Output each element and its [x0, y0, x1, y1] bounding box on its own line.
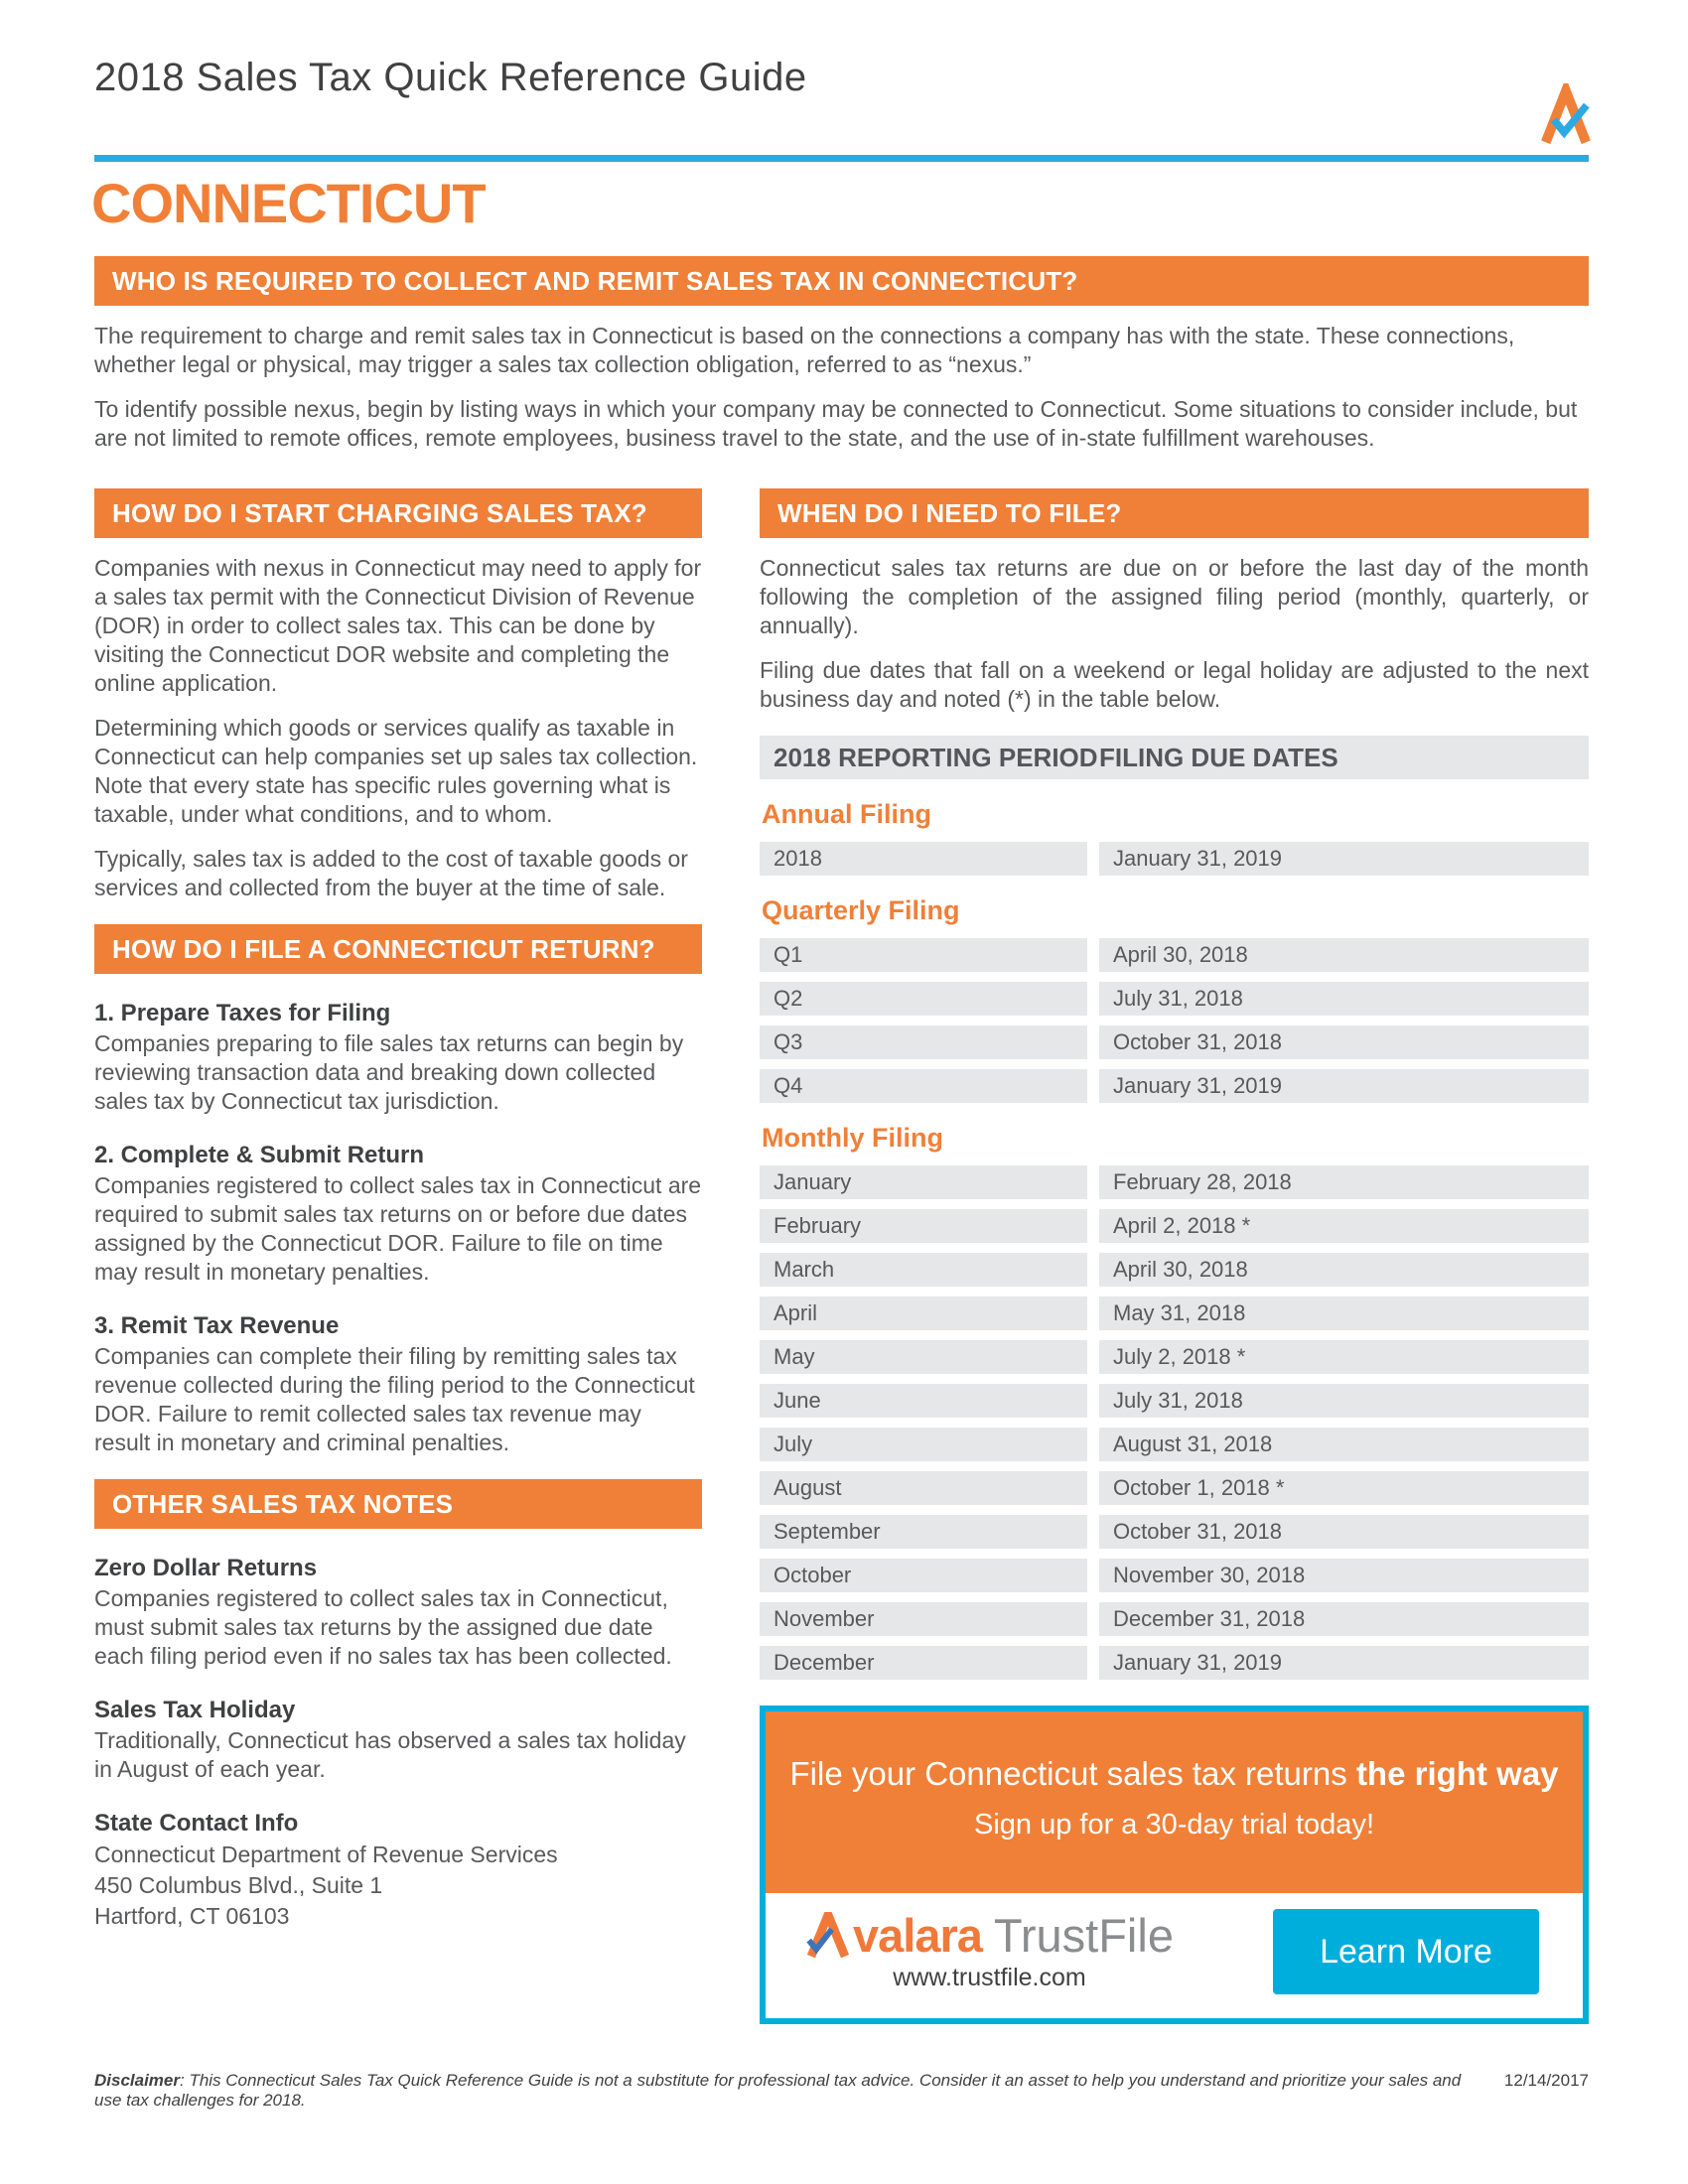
promo-headline-normal: File your Connecticut sales tax returns [789, 1755, 1356, 1792]
promo-headline-bold: the right way [1355, 1755, 1559, 1792]
filing-due-dates-header: FILING DUE DATES [1099, 743, 1338, 772]
quarterly-filing-label: Quarterly Filing [762, 895, 960, 925]
promo-subline: Sign up for a 30-day trial today! [973, 1809, 1374, 1841]
note-title: Sales Tax Holiday [94, 1697, 296, 1723]
due-date-cell: April 30, 2018 [1099, 1253, 1589, 1287]
table-row [760, 1025, 1589, 1059]
note-body: Traditionally, Connecticut has observed a sales tax holiday in August of each year. [94, 1727, 686, 1782]
who-collects-banner: WHO IS REQUIRED TO COLLECT AND REMIT SALES TAX IN CONNECTICUT? [94, 256, 1589, 306]
contact-title: State Contact Info [94, 1810, 299, 1837]
due-date-cell: January 31, 2019 [1099, 842, 1589, 876]
step-body: Companies registered to collect sales tax in Connecticut are required to submit sales tax returns on or before due dates assigned by the Connecticut DOR. Failure to file on time may result in monetary penalties. [94, 1172, 702, 1285]
table-row [760, 1602, 1589, 1636]
charging-paragraph: Typically, sales tax is added to the cost of taxable goods or services and collected from the buyer at the time of sale. [94, 846, 688, 900]
table-header-row [760, 736, 1589, 779]
period-cell: March [760, 1253, 1087, 1287]
due-date-cell: October 31, 2018 [1099, 1515, 1589, 1549]
period-cell: October [760, 1559, 1087, 1592]
period-cell: July [760, 1428, 1087, 1461]
header-divider [94, 155, 1589, 162]
step-title: 3. Remit Tax Revenue [94, 1312, 340, 1339]
brand-avalara-text: valara [853, 1908, 982, 1962]
avalara-a-icon [805, 1912, 851, 1958]
promo-orange-panel [766, 1711, 1583, 1893]
disclaimer-label: Disclaimer [94, 2071, 180, 2090]
period-cell: September [760, 1515, 1087, 1549]
document-title: 2018 Sales Tax Quick Reference Guide [94, 56, 807, 99]
when-paragraph: Connecticut sales tax returns are due on or before the last day of the month following the completion of the assigned filing period (monthly, quarterly, or annually). [760, 555, 1589, 638]
when-paragraph: Filing due dates that fall on a weekend or legal holiday are adjusted to the next business day and noted (*) in the table below. [760, 657, 1589, 712]
due-date-cell: July 2, 2018 * [1099, 1340, 1589, 1374]
left-column [94, 488, 702, 1932]
period-cell: February [760, 1209, 1087, 1243]
due-date-cell: October 31, 2018 [1099, 1025, 1589, 1059]
table-row [760, 1209, 1589, 1243]
due-date-cell: February 28, 2018 [1099, 1165, 1589, 1199]
footer [94, 2071, 1589, 2111]
due-date-cell: April 30, 2018 [1099, 938, 1589, 972]
brand-lockup [805, 1908, 1174, 1962]
due-date-cell: November 30, 2018 [1099, 1559, 1589, 1592]
step-title: 1. Prepare Taxes for Filing [94, 1000, 391, 1026]
trustfile-url: www.trustfile.com [893, 1963, 1086, 1991]
reporting-period-header: 2018 REPORTING PERIOD [774, 743, 1098, 772]
due-date-cell: July 31, 2018 [1099, 982, 1589, 1016]
period-cell: Q1 [760, 938, 1087, 972]
intro-section [94, 256, 1589, 453]
due-date-cell: July 31, 2018 [1099, 1384, 1589, 1418]
step-body: Companies preparing to file sales tax returns can begin by reviewing transaction data and breaking down collected sales tax by Connecticut tax jurisdiction. [94, 1030, 684, 1114]
table-row [760, 1297, 1589, 1330]
table-row [760, 1253, 1589, 1287]
note-title: Zero Dollar Returns [94, 1555, 318, 1581]
brand-trustfile-text: TrustFile [993, 1908, 1174, 1962]
period-cell: Q3 [760, 1025, 1087, 1059]
contact-line: Hartford, CT 06103 [94, 1903, 290, 1929]
disclaimer-body: : This Connecticut Sales Tax Quick Reference Guide is not a substitute for professional tax advice. Consider it an asset to help you understand and prioritize your sales and use tax challenges for 2018. [94, 2071, 1462, 2110]
period-cell: Q4 [760, 1069, 1087, 1103]
table-row [760, 1559, 1589, 1592]
period-cell: April [760, 1297, 1087, 1330]
table-row [760, 1069, 1589, 1103]
annual-filing-label: Annual Filing [762, 799, 931, 829]
table-row [760, 938, 1589, 972]
table-row [760, 1384, 1589, 1418]
period-cell: December [760, 1646, 1087, 1680]
when-to-file-banner: WHEN DO I NEED TO FILE? [760, 488, 1589, 538]
charging-paragraph: Companies with nexus in Connecticut may need to apply for a sales tax permit with the Connecticut Division of Revenue (DOR) in order to collect sales tax. This can be done by visiting the Connecticut DOR website and completing the online application. [94, 555, 702, 696]
due-date-cell: August 31, 2018 [1099, 1428, 1589, 1461]
period-cell: May [760, 1340, 1087, 1374]
due-date-cell: December 31, 2018 [1099, 1602, 1589, 1636]
period-cell: November [760, 1602, 1087, 1636]
avalara-logo-icon [1537, 83, 1595, 147]
table-row [760, 1428, 1589, 1461]
contact-line: 450 Columbus Blvd., Suite 1 [94, 1872, 383, 1898]
learn-more-button[interactable]: Learn More [1273, 1909, 1539, 1994]
due-date-cell: April 2, 2018 * [1099, 1209, 1589, 1243]
intro-paragraph: To identify possible nexus, begin by listing ways in which your company may be connected to Connecticut. Some situations to consider include, but are not limited to remote offices, remote employees, business travel to the state, and the use of in-state fulfillment warehouses. [94, 396, 1578, 451]
period-cell: 2018 [760, 842, 1087, 876]
disclaimer-text [94, 2071, 1480, 2111]
due-date-cell: May 31, 2018 [1099, 1297, 1589, 1330]
right-column [760, 488, 1589, 2024]
period-cell: Q2 [760, 982, 1087, 1016]
period-cell: January [760, 1165, 1087, 1199]
step-title: 2. Complete & Submit Return [94, 1142, 425, 1168]
promo-headline [789, 1755, 1559, 1793]
note-body: Companies registered to collect sales tax in Connecticut, must submit sales tax returns by the assigned due date each filing period even if no sales tax has been collected. [94, 1585, 672, 1669]
trustfile-brand [805, 1908, 1174, 1992]
table-row [760, 842, 1589, 876]
period-cell: June [760, 1384, 1087, 1418]
promo-white-panel [766, 1893, 1583, 2018]
other-notes-banner: OTHER SALES TAX NOTES [94, 1479, 702, 1529]
start-charging-banner: HOW DO I START CHARGING SALES TAX? [94, 488, 702, 538]
revision-date: 12/14/2017 [1503, 2071, 1589, 2090]
monthly-filing-label: Monthly Filing [762, 1123, 943, 1153]
table-row [760, 1165, 1589, 1199]
table-row [760, 982, 1589, 1016]
state-heading: CONNECTICUT [91, 172, 486, 234]
step-body: Companies can complete their filing by remitting sales tax revenue collected during the filing period to the Connecticut DOR. Failure to remit collected sales tax revenue may result in monetary and criminal penalties. [94, 1343, 695, 1455]
intro-paragraph: The requirement to charge and remit sales tax in Connecticut is based on the connections a company has with the state. These connections, whether legal or physical, may trigger a sales tax collection obligation, referred to as “nexus.” [94, 323, 1515, 377]
due-date-cell: January 31, 2019 [1099, 1646, 1589, 1680]
contact-line: Connecticut Department of Revenue Services [94, 1842, 558, 1867]
table-row [760, 1646, 1589, 1680]
period-cell: August [760, 1471, 1087, 1505]
file-return-banner: HOW DO I FILE A CONNECTICUT RETURN? [94, 924, 702, 974]
due-date-cell: January 31, 2019 [1099, 1069, 1589, 1103]
due-date-cell: October 1, 2018 * [1099, 1471, 1589, 1505]
table-row [760, 1340, 1589, 1374]
table-row [760, 1471, 1589, 1505]
table-row [760, 1515, 1589, 1549]
charging-paragraph: Determining which goods or services qualify as taxable in Connecticut can help companies set up sales tax collection. Note that every state has specific rules governing what is taxable, under what conditions, and to whom. [94, 715, 698, 827]
trustfile-promo-box [760, 1706, 1589, 2024]
